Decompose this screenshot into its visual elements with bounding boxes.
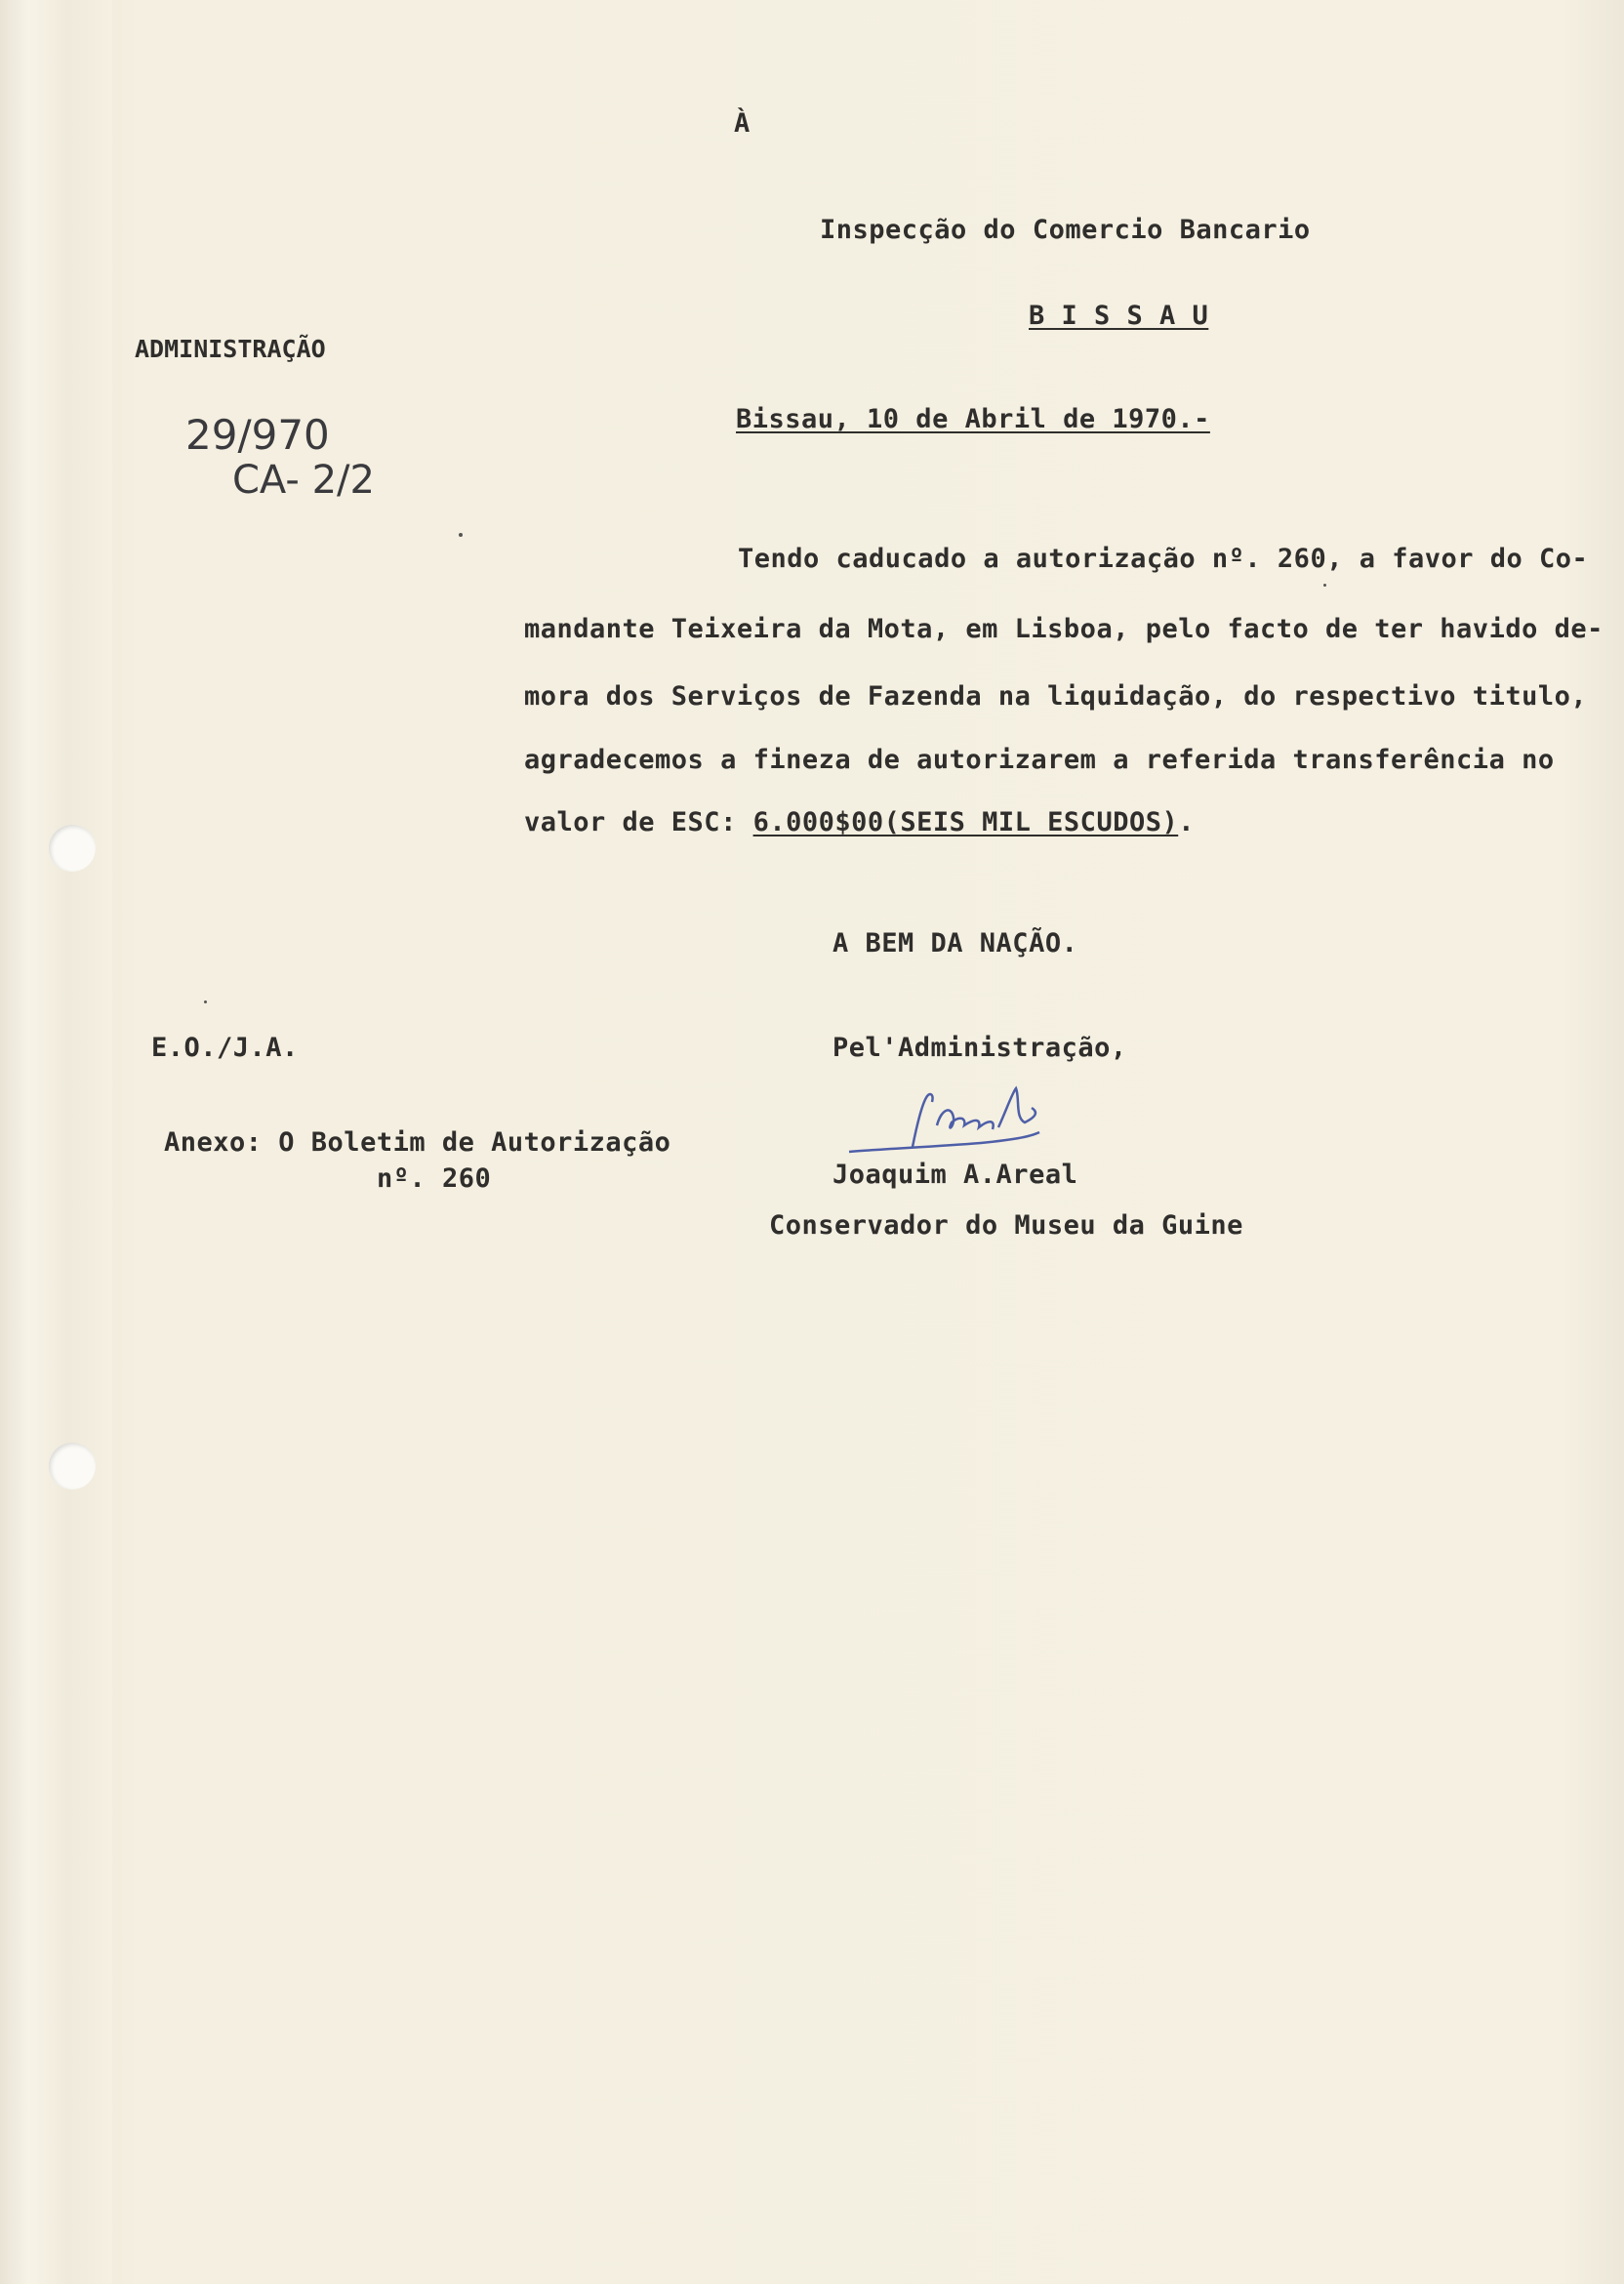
addressee-name: Inspecção do Comercio Bancario bbox=[820, 215, 1311, 245]
handwritten-reference-number: 29/970 bbox=[185, 411, 330, 459]
body-line-5 bbox=[524, 809, 1195, 836]
body-line-3: mora dos Serviços de Fazenda na liquidação, do respectivo titulo, bbox=[524, 681, 1588, 712]
signature bbox=[844, 1079, 1098, 1166]
amount-value: 6.000$00(SEIS MIL ESCUDOS) bbox=[752, 807, 1179, 837]
paper-speck bbox=[1323, 584, 1326, 587]
date-line: Bissau, 10 de Abril de 1970.- bbox=[736, 404, 1210, 434]
amount-label: valor de ESC: bbox=[524, 807, 753, 837]
body-line-2: mandante Teixeira da Mota, em Lisboa, pelo facto de ter havido de- bbox=[524, 614, 1604, 644]
typist-initials: E.O./J.A. bbox=[151, 1033, 299, 1063]
closing-salutation: A BEM DA NAÇÃO. bbox=[832, 928, 1078, 958]
body-line-4: agradecemos a fineza de autorizarem a referida transferência no bbox=[524, 745, 1555, 775]
paper-speck bbox=[459, 533, 463, 537]
punch-hole-bottom bbox=[49, 1443, 96, 1489]
annex-line-1: Anexo: O Boletim de Autorização bbox=[164, 1127, 671, 1158]
addressee-prefix: À bbox=[734, 108, 751, 139]
sender-department: ADMINISTRAÇÃO bbox=[135, 335, 326, 363]
body-line-1: Tendo caducado a autorização nº. 260, a favor do Co- bbox=[738, 544, 1589, 574]
handwritten-reference-code: CA- 2/2 bbox=[232, 458, 375, 503]
signer-title: Conservador do Museu da Guine bbox=[769, 1210, 1243, 1241]
binding-margin bbox=[0, 0, 112, 2284]
addressee-city: B I S S A U bbox=[1029, 301, 1209, 331]
closing-on-behalf: Pel'Administração, bbox=[832, 1033, 1127, 1063]
signer-name: Joaquim A.Areal bbox=[832, 1160, 1078, 1190]
annex-line-2: nº. 260 bbox=[377, 1163, 492, 1194]
amount-terminator: . bbox=[1178, 807, 1195, 837]
punch-hole-top bbox=[49, 825, 96, 872]
paper-speck bbox=[204, 1000, 207, 1003]
